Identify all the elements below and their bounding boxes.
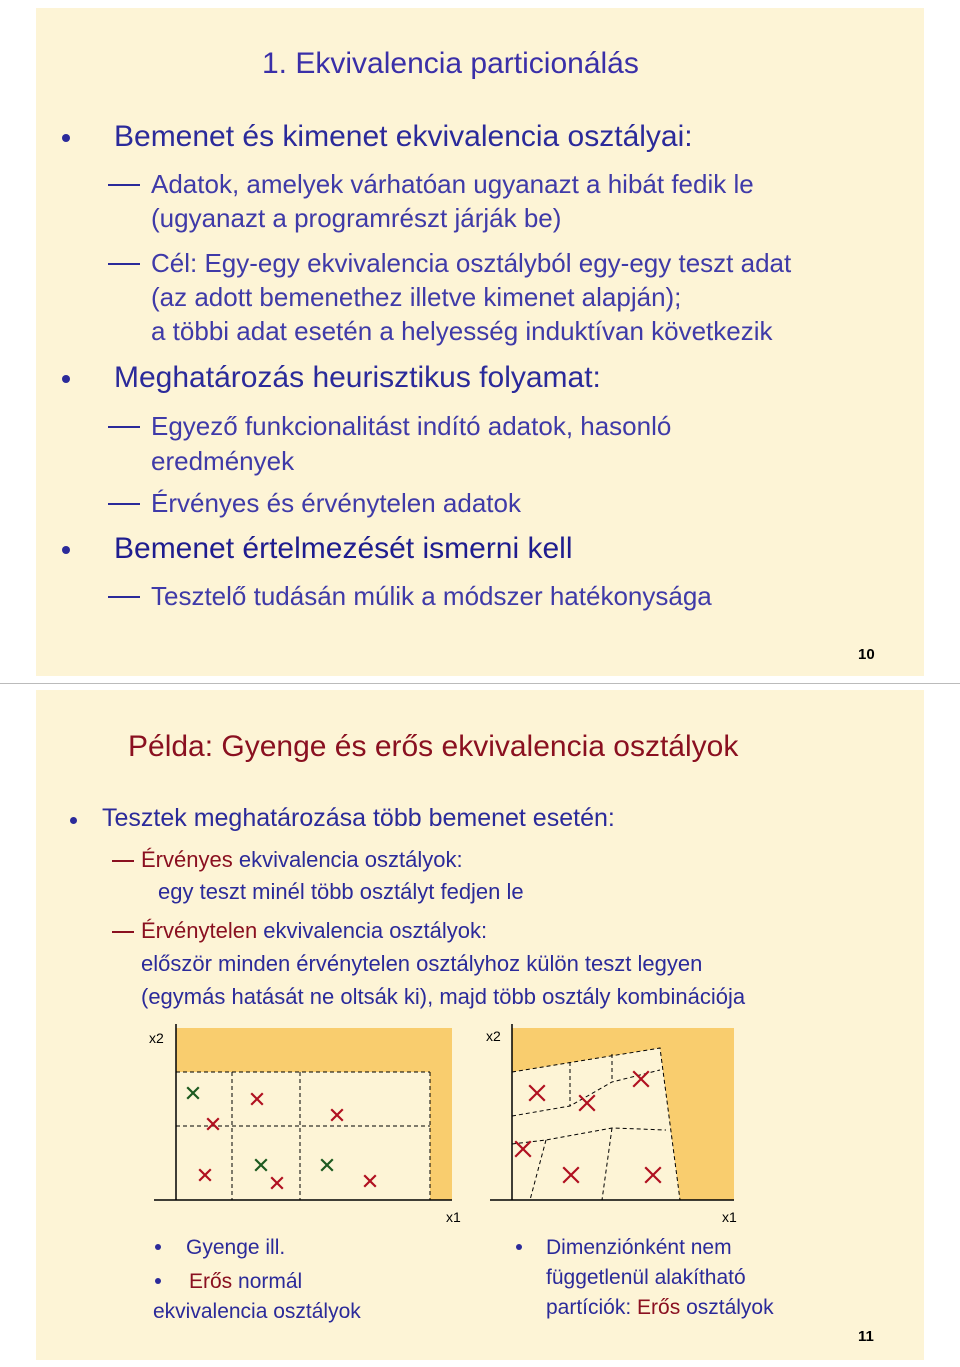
bullet-dot	[62, 546, 70, 554]
sub-functionality-cont: eredmények	[151, 446, 295, 476]
sub-goal: Cél: Egy-egy ekvivalencia osztályból egy-egy teszt adat	[151, 248, 792, 278]
bullet-multi-input: Tesztek meghatározása több bemenet esetén:	[102, 804, 615, 832]
cross-mark	[530, 1086, 544, 1100]
sub-invalid-classes-desc2: (egymás hatását ne oltsák ki), majd több osztály kombinációja	[141, 984, 746, 1009]
right-caption-line3: partíciók: Erős osztályok	[546, 1296, 774, 1319]
left-caption-line3: ekvivalencia osztályok	[153, 1300, 361, 1323]
dash-marker	[108, 503, 140, 505]
slide-title: Példa: Gyenge és erős ekvivalencia osztályok	[128, 730, 739, 763]
y-axis-label: x2	[486, 1028, 501, 1044]
sub-tester-knowledge: Tesztelő tudásán múlik a módszer hatékonysága	[151, 581, 712, 611]
sub-goal-cont2: a többi adat esetén a helyesség induktívan következik	[151, 316, 773, 346]
slide-separator	[0, 683, 960, 684]
test-points	[516, 1072, 660, 1182]
sub-functionality: Egyező funkcionalitást indító adatok, hasonló	[151, 411, 672, 441]
bullet-heuristic: Meghatározás heurisztikus folyamat:	[114, 361, 601, 394]
sub-data-same-error: Adatok, amelyek várhatóan ugyanazt a hibát fedik le	[151, 169, 754, 199]
sub-data-same-error-cont: (ugyanazt a programrészt járják be)	[151, 203, 562, 233]
sub-valid-classes-desc: egy teszt minél több osztályt fedjen le	[158, 879, 524, 904]
cross-mark	[332, 1110, 342, 1120]
dash-marker	[108, 596, 140, 598]
cross-mark	[200, 1170, 210, 1180]
cross-mark	[564, 1168, 578, 1182]
page-number: 10	[858, 646, 875, 663]
left-caption-line2: Erős normál	[189, 1270, 303, 1293]
x-axis-label: x1	[722, 1209, 737, 1225]
sub-goal-cont1: (az adott bemenethez illetve kimenet alapján);	[151, 282, 682, 312]
dash-marker	[112, 860, 134, 862]
weak-strong-normal-diagram	[140, 1020, 460, 1230]
bullet-dot	[155, 1278, 161, 1284]
test-points	[188, 1088, 375, 1188]
bullet-dot	[62, 134, 70, 142]
cross-mark	[208, 1119, 218, 1129]
y-axis-label: x2	[149, 1030, 164, 1046]
cross-mark	[365, 1176, 375, 1186]
cross-mark	[634, 1072, 648, 1086]
strong-classes-diagram	[480, 1020, 780, 1230]
bullet-dot	[516, 1244, 522, 1250]
sub-invalid-classes-desc1: először minden érvénytelen osztályhoz külön teszt legyen	[141, 951, 703, 976]
dash-marker	[108, 184, 140, 186]
sub-valid-classes: Érvényes ekvivalencia osztályok:	[141, 847, 463, 872]
dash-marker	[112, 931, 134, 933]
x-axis-label: x1	[446, 1209, 461, 1225]
left-caption-line1: Gyenge ill.	[186, 1236, 286, 1259]
sub-invalid-classes: Érvénytelen ekvivalencia osztályok:	[141, 918, 488, 943]
sub-valid-invalid: Érvényes és érvénytelen adatok	[151, 488, 521, 518]
cross-mark	[580, 1096, 594, 1110]
page-number: 11	[858, 1328, 874, 1345]
cross-mark	[256, 1160, 266, 1170]
right-caption-line1: Dimenziónként nem	[546, 1236, 732, 1259]
dash-marker	[108, 263, 140, 265]
bullet-dot	[155, 1244, 161, 1250]
cross-mark	[646, 1168, 660, 1182]
bullet-dot	[62, 375, 70, 383]
cross-mark	[322, 1160, 332, 1170]
dash-marker	[108, 426, 140, 428]
slide-title: 1. Ekvivalencia particionálás	[262, 47, 639, 80]
bullet-dot	[70, 817, 77, 824]
cross-mark	[516, 1142, 530, 1156]
cross-mark	[252, 1094, 262, 1104]
cross-mark	[272, 1178, 282, 1188]
partition-grid	[176, 1072, 430, 1200]
bullet-interpretation: Bemenet értelmezését ismerni kell	[114, 532, 573, 565]
cross-mark	[188, 1088, 198, 1098]
right-caption-line2: függetlenül alakítható	[546, 1266, 746, 1289]
bullet-io-classes: Bemenet és kimenet ekvivalencia osztályai:	[114, 120, 693, 153]
invalid-region	[176, 1028, 452, 1200]
